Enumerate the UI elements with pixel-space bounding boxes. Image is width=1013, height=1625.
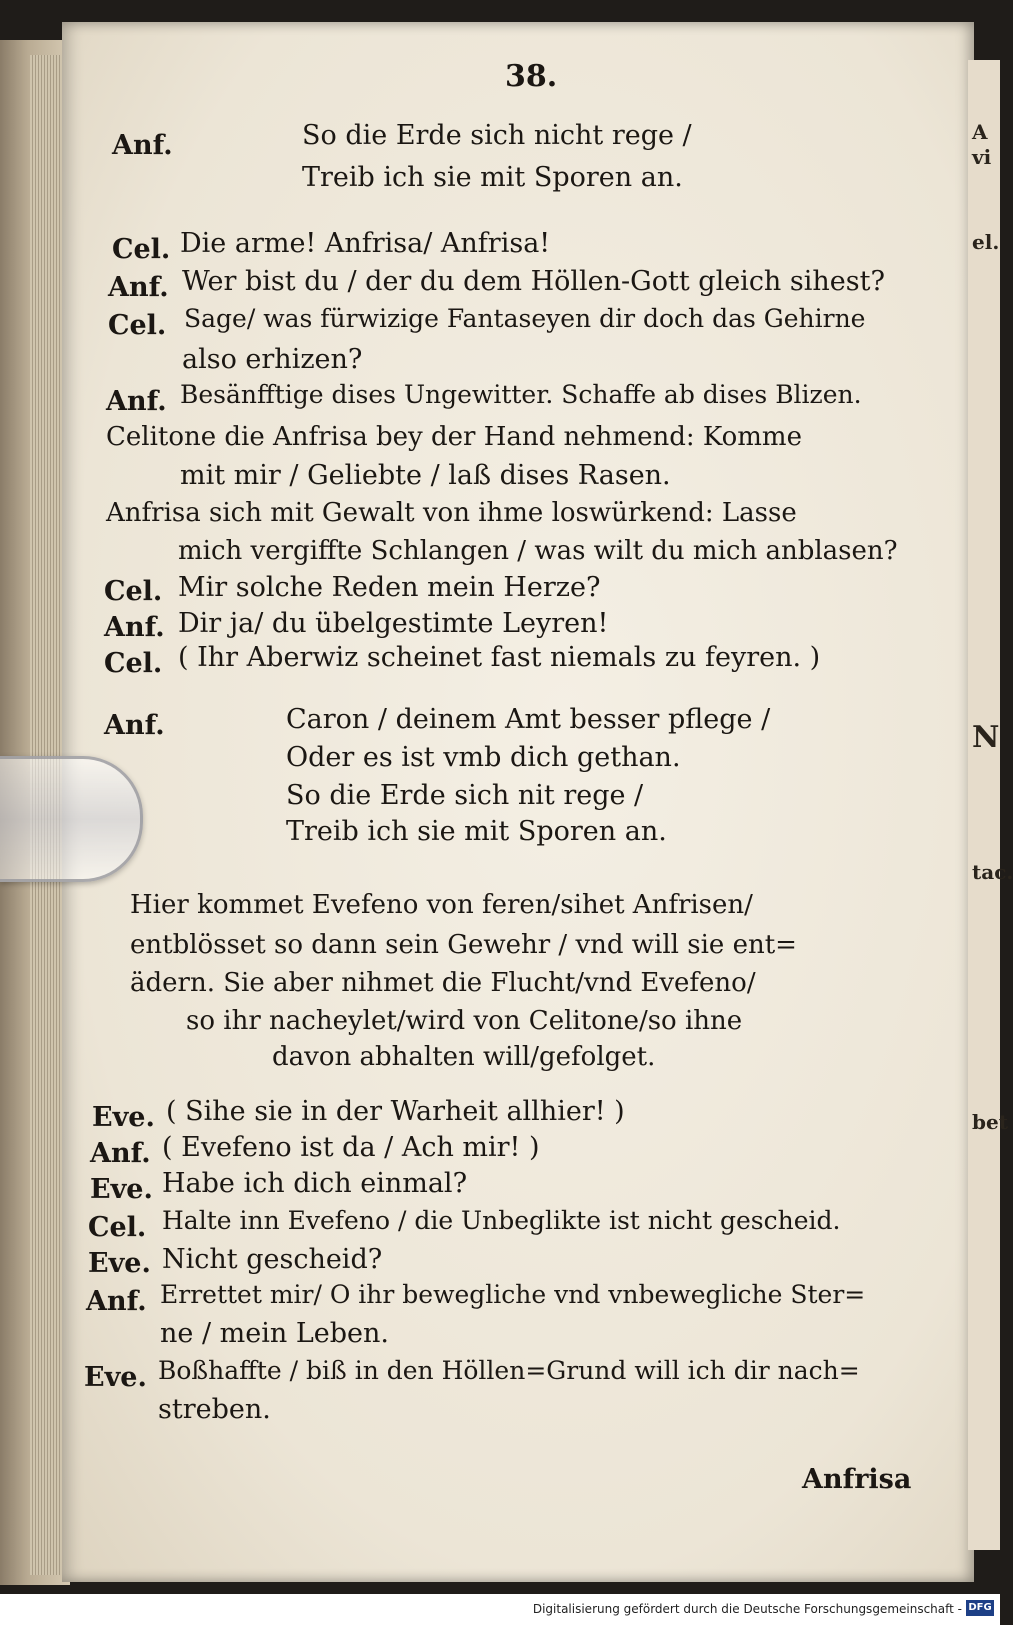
dialogue-line: mich vergiffte Schlangen / was wilt du mich anblasen? [178,536,898,566]
speaker-label: Anf. [108,272,169,303]
speaker-label: Eve. [92,1102,155,1133]
dialogue-line: Habe ich dich einmal? [162,1168,468,1199]
dialogue-line: Boßhaffte / biß in den Höllen=Grund will ich dir nach= [158,1356,860,1385]
speaker-label: Cel. [104,576,163,607]
dialogue-line: Anfrisa sich mit Gewalt von ihme loswürkend: Lasse [106,498,797,528]
dialogue-line: Errettet mir/ O ihr bewegliche vnd vnbewegliche Ster= [160,1280,866,1309]
speaker-label: Anf. [104,710,165,741]
stage-direction-line: ädern. Sie aber nihmet die Flucht/vnd Evefeno/ [130,968,756,998]
dialogue-line: Mir solche Reden mein Herze? [178,572,601,603]
speaker-label: Eve. [88,1248,151,1279]
verse-line: So die Erde sich nicht rege / [302,120,692,151]
paper-clip [0,756,143,882]
dialogue-line: Wer bist du / der du dem Höllen-Gott gleich sihest? [182,266,885,297]
dialogue-line: ( Ihr Aberwiz scheinet fast niemals zu feyren. ) [178,642,821,673]
dialogue-line: streben. [158,1394,271,1425]
speaker-label: Eve. [90,1174,153,1205]
page-number: 38. [505,59,558,94]
dialogue-line: Nicht gescheid? [162,1244,383,1275]
speaker-label: Anf. [104,612,165,643]
stage-direction-line: entblösset so dann sein Gewehr / vnd will sie ent= [130,930,797,960]
dialogue-line: Dir ja/ du übelgestimte Leyren! [178,608,609,639]
verse-line: Oder es ist vmb dich gethan. [286,742,681,773]
dialogue-line: Sage/ was fürwizige Fantaseyen dir doch das Gehirne [184,304,866,333]
speaker-label: Cel. [88,1212,147,1243]
speaker-label: Cel. [104,648,163,679]
verse-line: So die Erde sich nit rege / [286,780,644,811]
speaker-label: Anf. [90,1138,151,1169]
facing-page-edge: A vi el. N tac. bet [968,60,1000,1550]
speaker-label: Cel. [112,234,171,265]
speaker-label: Anf. [112,130,173,161]
dialogue-line: Halte inn Evefeno / die Unbeglikte ist nicht gescheid. [162,1206,841,1235]
dialogue-line: Besänfftige dises Ungewitter. Schaffe ab dises Blizen. [180,380,862,409]
verse-line: Treib ich sie mit Sporen an. [302,162,683,193]
dialogue-line: Die arme! Anfrisa/ Anfrisa! [180,228,551,259]
speaker-label: Eve. [84,1362,147,1393]
dialogue-line: also erhizen? [182,344,363,375]
dialogue-line: ( Evefeno ist da / Ach mir! ) [162,1132,540,1163]
footer-bar [0,1594,1000,1625]
dialogue-line: Celitone die Anfrisa bey der Hand nehmend: Komme [106,422,802,452]
speaker-label: Anf. [86,1286,147,1317]
dialogue-line: ( Sihe sie in der Warheit allhier! ) [166,1096,625,1127]
stage-direction-line: davon abhalten will/gefolget. [272,1042,656,1072]
verse-line: Caron / deinem Amt besser pflege / [286,704,771,735]
catchword: Anfrisa [802,1464,912,1495]
dfg-logo: DFG [966,1600,994,1616]
footer-credit: Digitalisierung gefördert durch die Deutsche Forschungsgemeinschaft - [532,1602,962,1616]
stage-direction-line: Hier kommet Evefeno von feren/sihet Anfrisen/ [130,890,753,920]
speaker-label: Anf. [106,386,167,417]
dialogue-line: ne / mein Leben. [160,1318,389,1349]
verse-line: Treib ich sie mit Sporen an. [286,816,667,847]
dialogue-line: mit mir / Geliebte / laß dises Rasen. [180,460,671,491]
speaker-label: Cel. [108,310,167,341]
stage-direction-line: so ihr nacheylet/wird von Celitone/so ihne [186,1006,743,1036]
